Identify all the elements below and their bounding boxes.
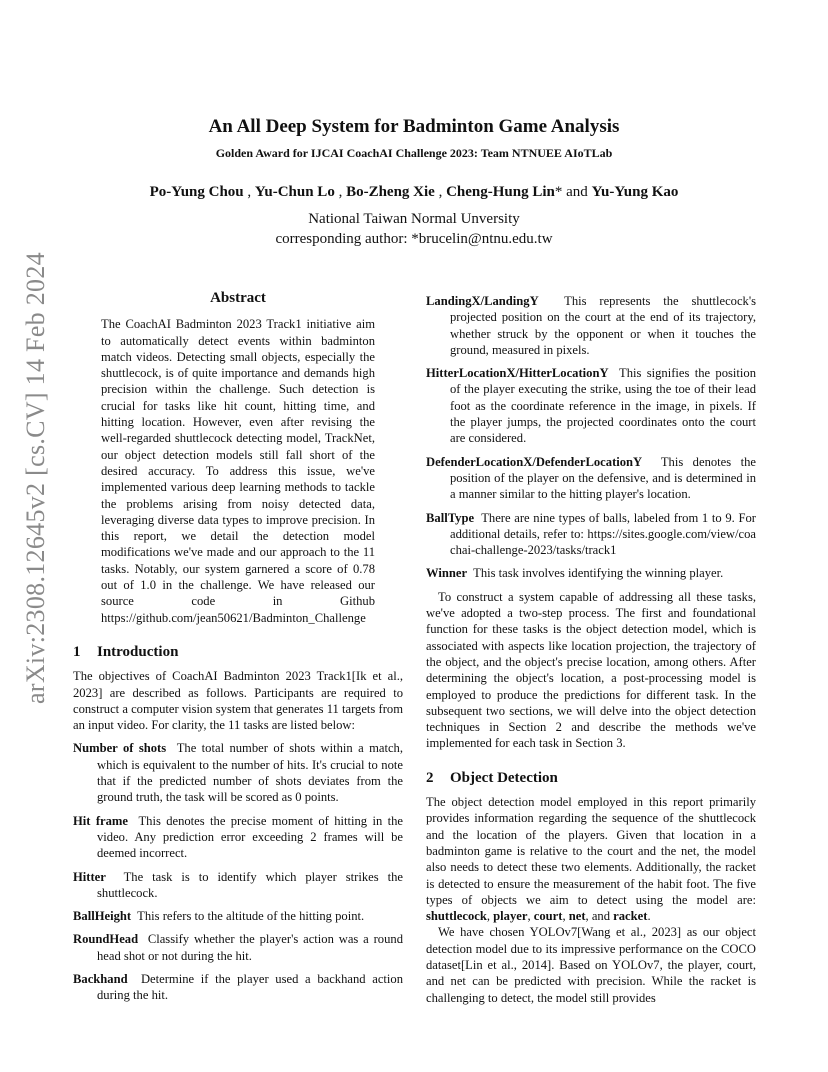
section-number: 2 <box>426 769 434 786</box>
task-desc: This represents the shuttlecock's projected position on the court at the end of its trajectory, whether struck by the opponent or when it touches the ground, measured in pixels. <box>450 294 757 357</box>
task-term: Hitter <box>73 869 106 884</box>
author-sep: , <box>243 184 255 200</box>
task-item <box>426 293 756 358</box>
task-desc: The task is to identify which player strikes the shuttlecock. <box>97 869 403 900</box>
arxiv-id-text: arXiv:2308.12645v2 [cs.CV] 14 Feb 2024 <box>21 252 51 704</box>
task-term: LandingX/LandingY <box>426 294 539 308</box>
object-term: shuttlecock <box>426 909 487 924</box>
task-desc: This task involves identifying the winning player. <box>473 566 724 581</box>
task-term: Hit frame <box>73 813 128 828</box>
task-item <box>73 740 403 805</box>
affiliation-block <box>0 209 828 249</box>
abstract-text: The CoachAI Badminton 2023 Track1 initiative aim to automatically detect events within badminton match videos. Detecting small objects, especially the shuttlecock, is of quite importance and demands high precision within the challenge. Such detection is crucial for tasks like hit count, hitting time, and hitting location. However, even after revising the well-regarded shuttlecock detecting model, TrackNet, our object detection models still fall short of the desired accuracy. To address this issue, we've implemented various deep learning methods to tackle the problems arising from noisy detected data, leveraging diverse data types to improve precision. In this report, we detail the detection model modifications we've made and our approach to the 11 tasks. Notably, our system garnered a score of 0.78 out of 1.0 in the challenge. We have released our source code in Github https://github.com/jean50621/Badminton_Challenge <box>101 317 375 625</box>
author-name: Yu-Yung Kao <box>591 184 679 200</box>
task-term: Winner <box>426 566 468 581</box>
task-item <box>426 365 756 446</box>
task-desc: This denotes the precise moment of hitting in the video. Any prediction error exceeding 2 frames will be deemed incorrect. <box>97 813 403 861</box>
object-term: court <box>533 909 563 924</box>
author-name: Po-Yung Chou <box>149 184 244 200</box>
task-desc: Determine if the player used a backhand action during the hit. <box>97 971 404 1003</box>
object-term: player <box>493 909 528 924</box>
author-sep: * and <box>554 184 592 200</box>
right-column <box>426 293 756 1006</box>
task-item <box>73 931 403 964</box>
author-sep: , <box>334 184 347 200</box>
contact-line: corresponding author: *brucelin@ntnu.edu.tw <box>275 231 553 247</box>
task-term: DefenderLocationX/DefenderLocationY <box>426 454 643 469</box>
affiliation: National Taiwan Normal Unversity <box>308 211 520 227</box>
task-item <box>426 565 756 581</box>
object-term: racket <box>613 909 648 924</box>
author-sep: , <box>434 184 447 200</box>
task-item <box>73 813 403 862</box>
section-title: Introduction <box>97 643 179 660</box>
task-term: Backhand <box>73 971 128 986</box>
arxiv-identifier <box>8 252 64 704</box>
task-term: Number of shots <box>73 741 167 756</box>
task-desc: The total number of shots within a match, which is equivalent to the number of hits. It's crucial to note that if the predicted number of shots deviates from the ground truth, the task will be scored as 0 points. <box>97 741 403 805</box>
task-item <box>426 510 756 559</box>
section-heading <box>426 770 756 786</box>
section-title: Object Detection <box>450 769 558 786</box>
task-term: BallType <box>426 510 475 525</box>
task-desc: This signifies the position of the player executing the strike, using the toe of their lead foot as the coordinate reference in the image, in pixels. If the player jumps, the projected coordinates onto the court are considered. <box>450 366 756 446</box>
left-column <box>73 290 403 1011</box>
author-list <box>0 184 828 201</box>
intro-paragraph: The objectives of CoachAI Badminton 2023 Track1[Ik et al., 2023] are described as follows. Participants are required to construct a computer vision system that generates 11 targets from an input video. For clarity, the 11 tasks are listed below: <box>73 669 403 733</box>
section2-paragraph-1: The object detection model employed in this report primarily provides information regarding the sequence of the shuttlecock and the location of the players. Given that location in a badminton game is relative to the court and the net, the model also needs to detect these two elements. Additionally, the racket is detected to ensure the measurement of the habit foot. The five types of objects we aim to detect using the model are: shuttlecock, player, court, net, and racket. <box>426 795 756 924</box>
task-desc: Classify whether the player's action was a round head shot or not during the hit. <box>97 932 403 963</box>
task-term: RoundHead <box>73 932 139 947</box>
section-heading <box>73 644 403 660</box>
paper-title: An All Deep System for Badminton Game Analysis <box>208 116 620 137</box>
task-item <box>73 908 403 924</box>
task-term: HitterLocationX/HitterLocationY <box>426 366 609 381</box>
section-number: 1 <box>73 643 81 660</box>
task-item <box>73 869 403 902</box>
abstract-body <box>101 316 375 626</box>
task-desc: This refers to the altitude of the hitting point. <box>137 909 365 924</box>
task-item <box>426 454 756 503</box>
task-item <box>73 971 403 1004</box>
section2-paragraph-2: We have chosen YOLOv7[Wang et al., 2023] as our object detection model due to its impressive performance on the COCO dataset[Lin et al., 2014]. Based on YOLOv7, the player, court, and net can be predicted with precision. While the racket is challenging to detect, the model still provides <box>426 925 756 1005</box>
object-term: net <box>568 909 586 924</box>
author-name: Bo-Zheng Xie <box>346 184 435 200</box>
task-term: BallHeight <box>73 909 132 924</box>
author-name: Yu-Chun Lo <box>254 184 335 200</box>
task-desc: This denotes the position of the player on the defensive, and is determined in a manner similar to the hitting player's location. <box>450 454 756 502</box>
task-desc: There are nine types of balls, labeled from 1 to 9. For additional details, refer to: https://sites.google.com/view/coachai-challenge-2023/tasks/track1 <box>450 510 756 558</box>
author-name: Cheng-Hung Lin <box>446 184 555 200</box>
paper-subtitle: Golden Award for IJCAI CoachAI Challenge 2023: Team NTNUEE AIoTLab <box>215 146 613 160</box>
intro-paragraph-2: To construct a system capable of addressing all these tasks, we've adopted a two-step process. The first and foundational function for these tasks is the object detection model, which is associated with aspects like location projection, the trajectory of the object, and the object's precise location, among others. After determining the object's location, a post-processing model is employed to produce the predictions for different task. In the subsequent two sections, we will delve into the object detection techniques in Section 2 and describe the methods we've implemented for each task in Section 3. <box>426 589 756 751</box>
abstract-heading: Abstract <box>210 290 266 306</box>
section2-text: The object detection model employed in this report primarily provides information regarding the sequence of the shuttlecock and the location of the players. Given that location in a badminton game is relative to the court and the net, the model also needs to detect these two elements. Additionally, the racket is detected to ensure the measurement of the habit foot. The five types of objects we aim to detect using the model are: <box>426 795 756 907</box>
